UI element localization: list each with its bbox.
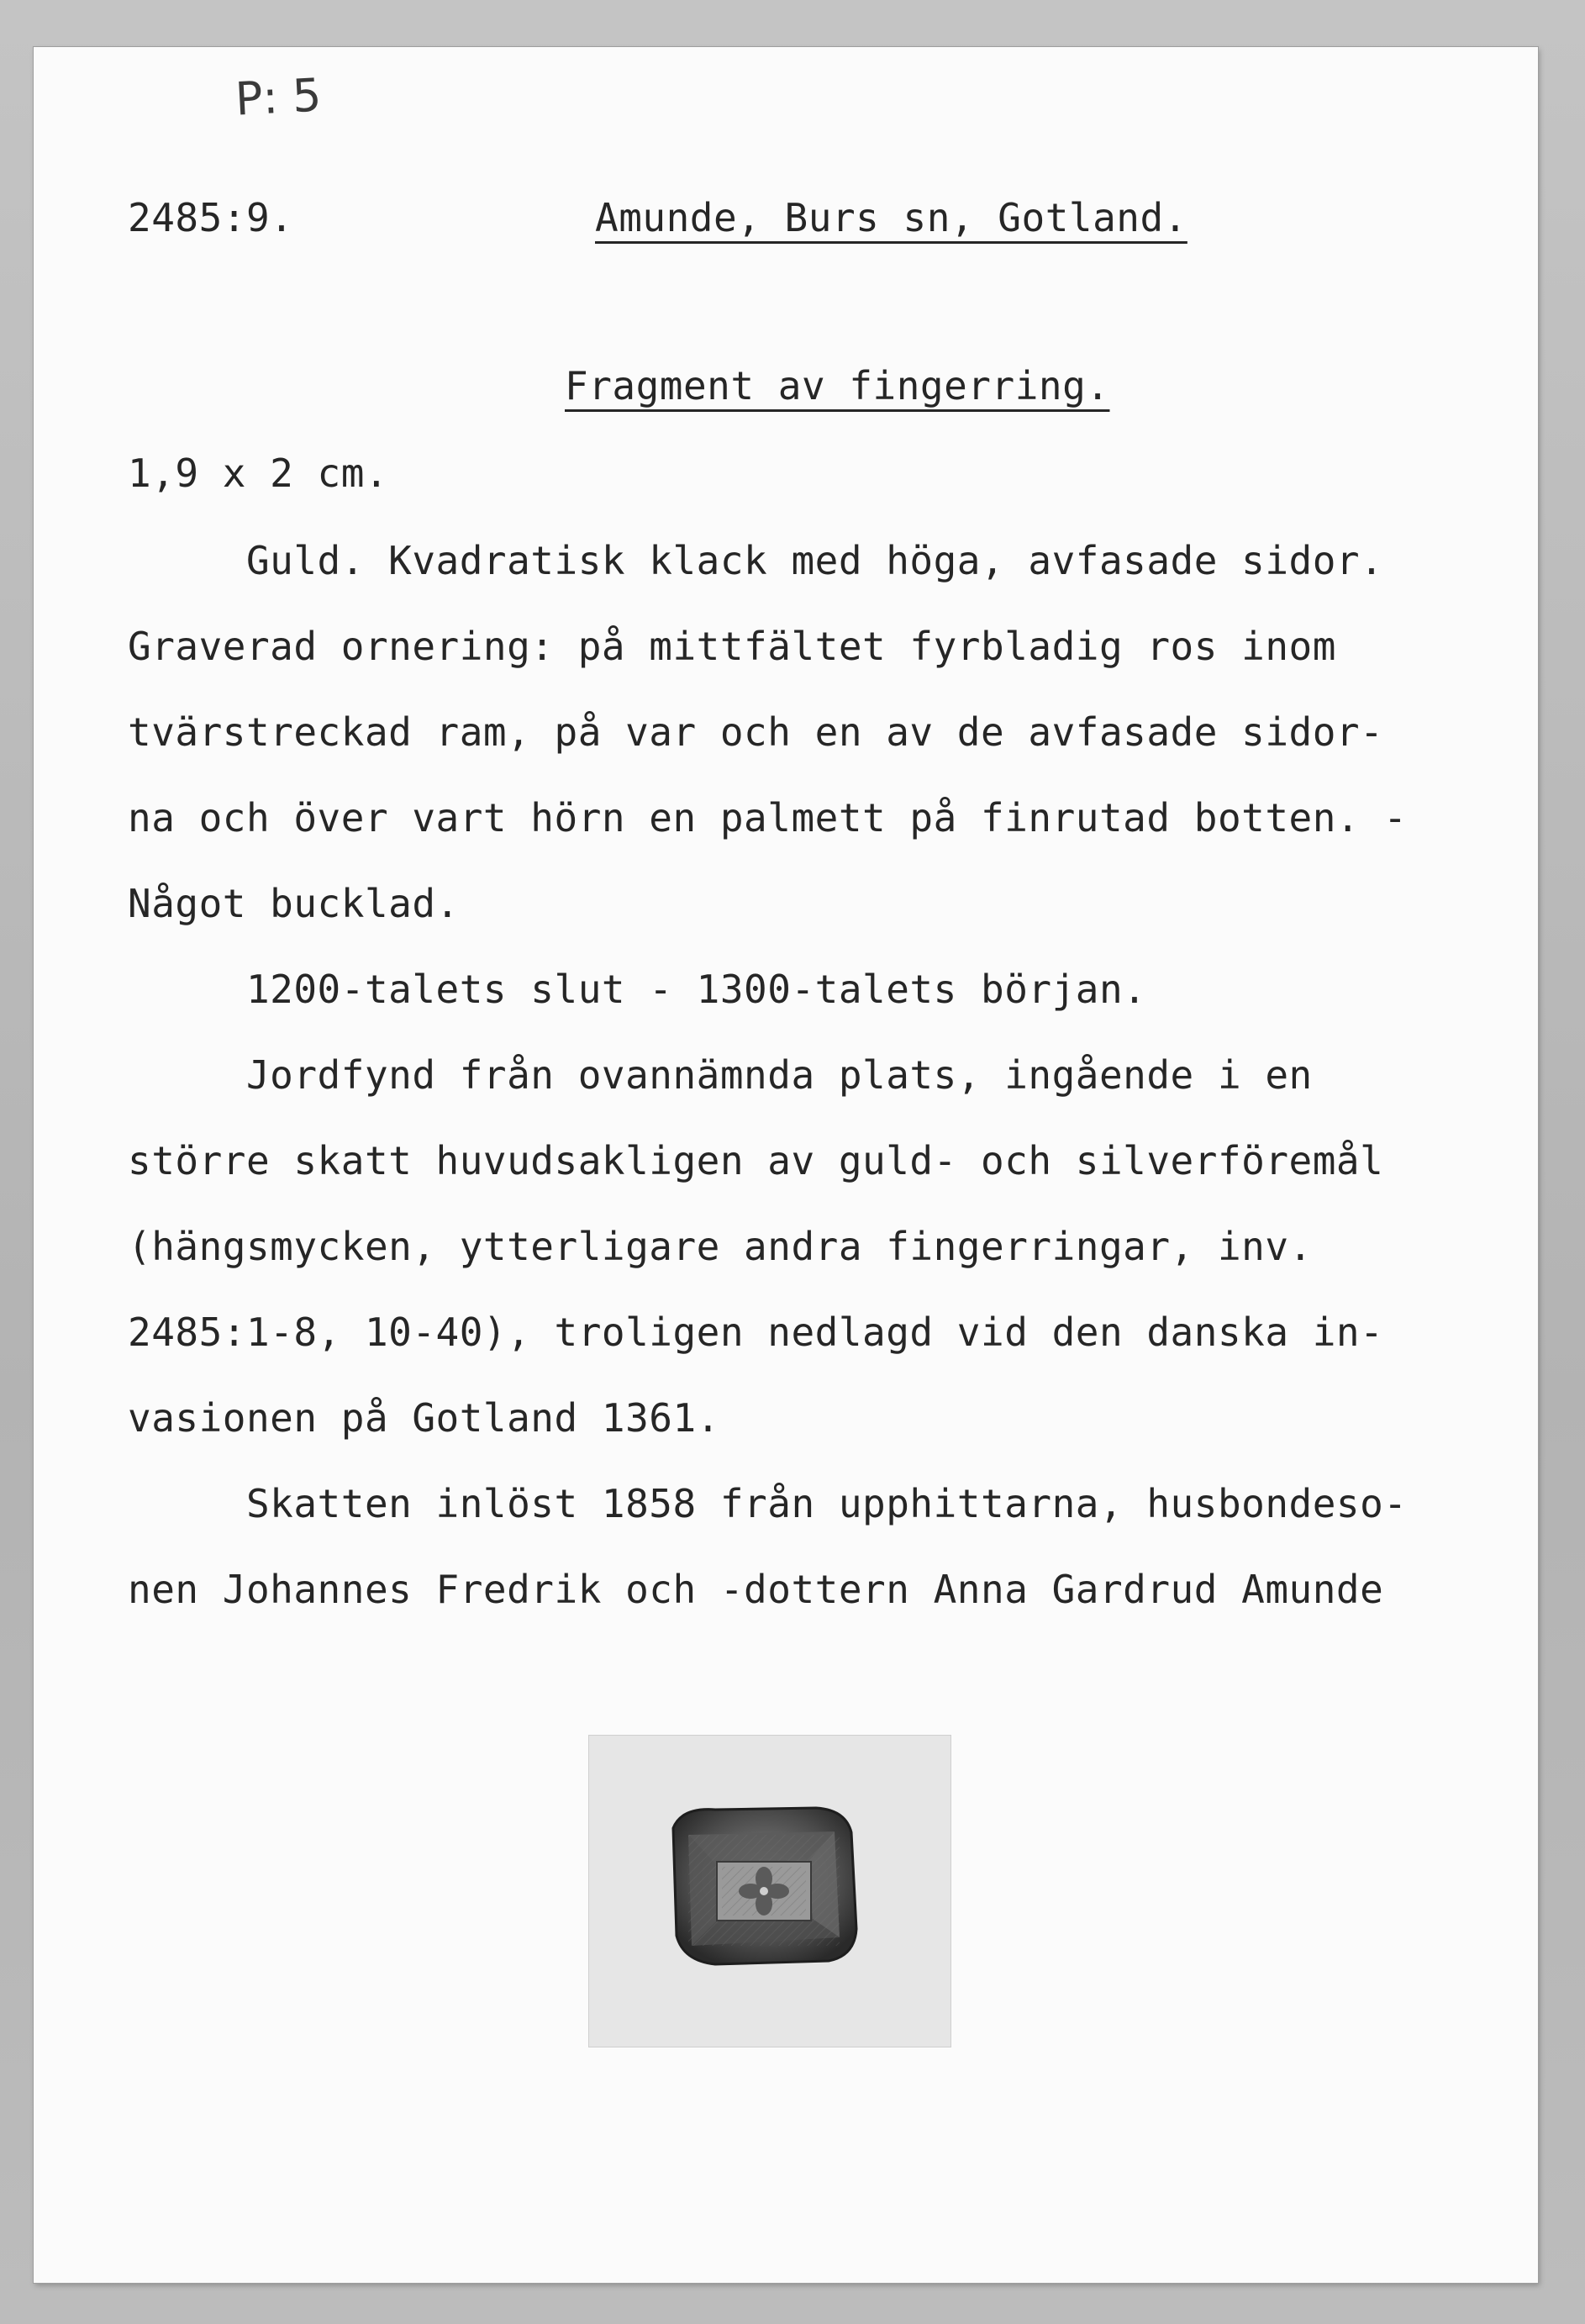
description-line-2: Graverad ornering: på mittfältet fyrbladig ros inom xyxy=(128,624,1336,669)
inventory-mark: P: 5 xyxy=(234,68,323,126)
find-context-line-3: (hängsmycken, ytterligare andra fingerringar, inv. xyxy=(128,1224,1313,1269)
description-line-3: tvärstreckad ram, på var och en av de avfasade sidor- xyxy=(128,709,1384,755)
find-context-line-4: 2485:1-8, 10-40), troligen nedlagd vid den danska in- xyxy=(128,1310,1384,1355)
ring-fragment-photo xyxy=(588,1735,951,2047)
acquisition-line-1: Skatten inlöst 1858 från upphittarna, husbondeso- xyxy=(128,1481,1408,1526)
description-line-5: Något bucklad. xyxy=(128,881,460,926)
catalog-card xyxy=(34,47,1538,2283)
find-context-line-1: Jordfynd från ovannämnda plats, ingående i en xyxy=(128,1052,1313,1098)
catalog-number: 2485:9. xyxy=(128,195,294,240)
object-title-text: Fragment av fingerring. xyxy=(565,363,1110,408)
description-line-1: Guld. Kvadratisk klack med höga, avfasade sidor. xyxy=(128,538,1384,583)
find-context-line-2: större skatt huvudsakligen av guld- och silverföremål xyxy=(128,1138,1384,1183)
dimensions: 1,9 x 2 cm. xyxy=(128,451,389,496)
dating-line: 1200-talets slut - 1300-talets början. xyxy=(128,967,1147,1012)
find-location: Amunde, Burs sn, Gotland. xyxy=(595,195,1187,240)
object-title xyxy=(565,363,1110,408)
acquisition-line-2: nen Johannes Fredrik och -dottern Anna Gardrud Amunde xyxy=(128,1567,1384,1612)
find-context-line-5: vasionen på Gotland 1361. xyxy=(128,1395,720,1441)
ring-fragment-image xyxy=(589,1736,950,2047)
description-line-4: na och över vart hörn en palmett på finrutad botten. - xyxy=(128,795,1408,841)
